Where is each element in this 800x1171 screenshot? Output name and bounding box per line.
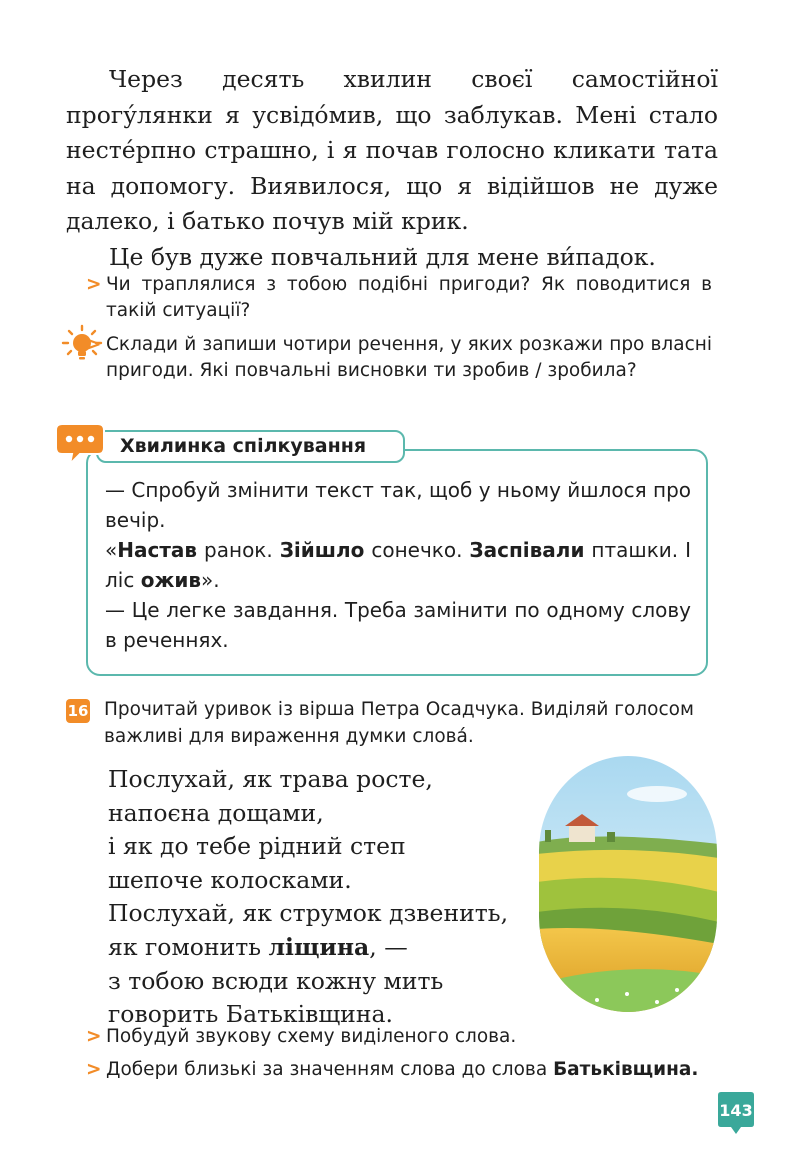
story-text <box>66 62 718 275</box>
subtask-1-text: Побудуй звукову схему виділеного слова. <box>106 1026 517 1047</box>
story-paragraph-2: Це був дуже повчальний для мене ви́падок. <box>109 242 656 271</box>
page-number: 143 <box>719 1101 753 1120</box>
poem-line: говорить Батьківщина. <box>108 1000 393 1029</box>
highlighted-word: Батьківщина. <box>553 1059 699 1080</box>
dialogue-quote: «Настав ранок. Зійшло сонечко. Заспівали пташки. І ліс ожив». <box>105 538 691 592</box>
dialogue-line-1: — Спробуй змінити текст так, щоб у ньому йшлося про вечір. <box>105 478 692 532</box>
poem <box>108 763 508 1032</box>
question-2-text: Склади й запиши чотири речення, у яких розкажи про власні пригоди. Які повчальні висновки ти зробив / зробила? <box>106 334 712 381</box>
bullet-marker: > <box>86 1026 102 1047</box>
subtask-2 <box>86 1057 712 1083</box>
bullet-marker: > <box>86 274 102 295</box>
page-number-badge <box>717 1090 755 1136</box>
poem-line: шепоче колосками. <box>108 865 352 894</box>
question-1-text: Чи траплялися з тобою подібні пригоди? Як поводитися в такій ситуації? <box>106 274 712 321</box>
dialogue-line-3: — Це легке завдання. Треба замінити по одному слову в реченнях. <box>105 598 691 652</box>
subtask-1 <box>86 1024 712 1050</box>
task-number-badge: 16 <box>66 699 90 723</box>
bullet-marker: > <box>86 334 102 355</box>
communication-text <box>105 475 691 655</box>
poem-line: з тобою всюди кожну мить <box>108 966 444 995</box>
poem-line: Послухай, як трава росте, <box>108 765 433 793</box>
speech-bubble-icon <box>54 420 106 468</box>
question-2 <box>86 332 712 384</box>
question-1 <box>86 272 712 324</box>
field-landscape-illustration <box>537 754 719 1014</box>
communication-box-title: Хвилинка спілкування <box>96 430 405 463</box>
task-instruction: Прочитай уривок із вірша Петра Осадчука. Виділяй голосом важливі для вираження думки слова́. <box>104 699 694 747</box>
subtask-2-text: Добери близькі за значенням слова до слова <box>106 1059 554 1080</box>
poem-line: Послухай, як струмок дзвенить, <box>108 899 509 928</box>
story-paragraph-1: Через десять хвилин своєї самостійної прогу́лянки я усвідо́мив, що заблукав. Мені стало несте́рпно страшно, і я почав голосно кликати тата на допомогу. Виявилося, що я відійшов не дуже далеко, і батько почув мій крик. <box>66 65 718 235</box>
poem-line: як гомонить ліщина, — <box>108 932 408 961</box>
highlighted-word: ліщина <box>268 932 370 961</box>
bullet-marker: > <box>86 1059 102 1080</box>
poem-line: і як до тебе рідний степ <box>108 832 406 861</box>
poem-line: напоєна дощами, <box>108 798 324 827</box>
